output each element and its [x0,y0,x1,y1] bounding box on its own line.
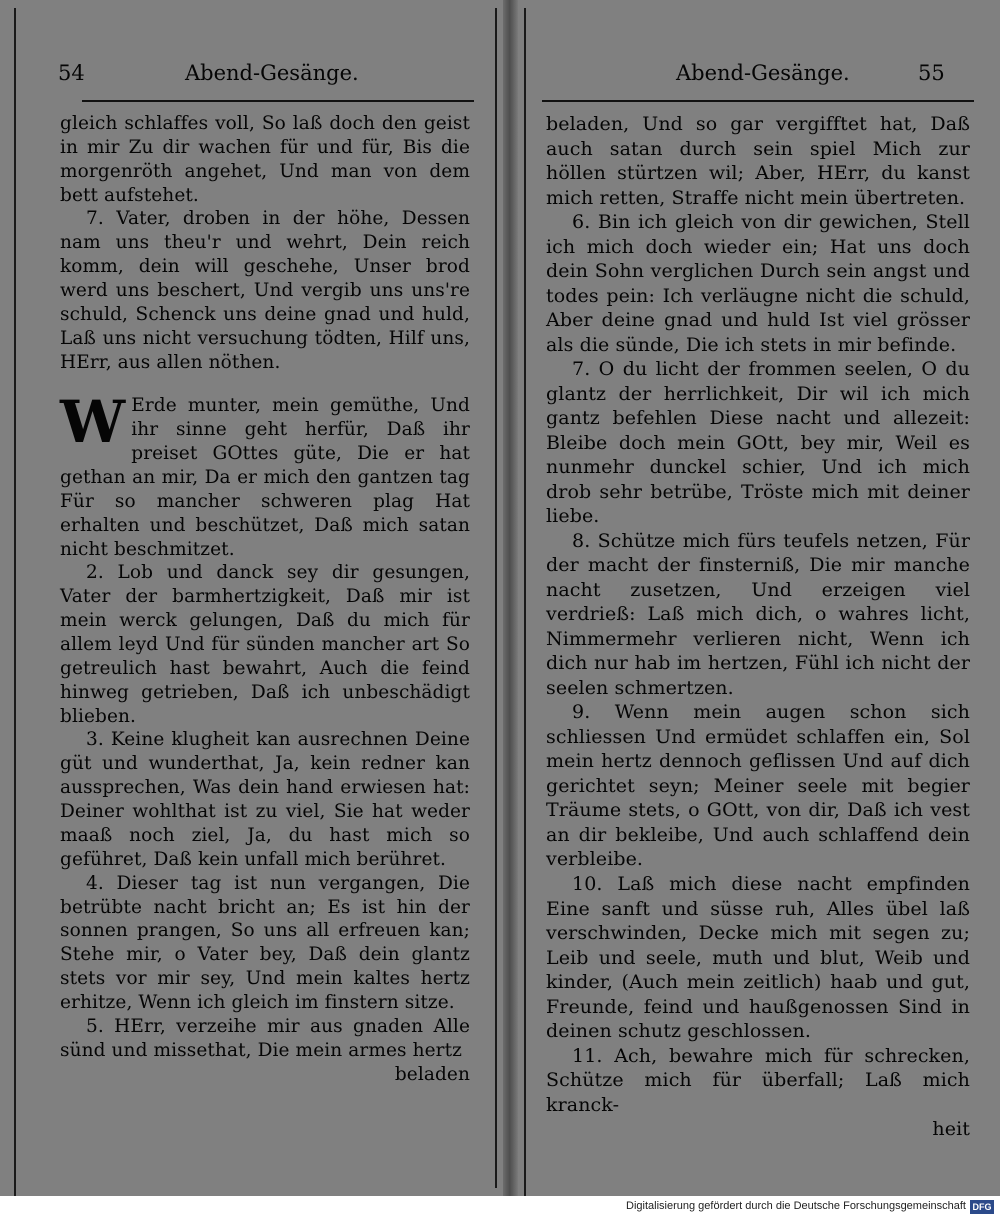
funding-credit: Digitalisierung gefördert durch die Deutsche Forschungsgemeinschaft [626,1200,966,1212]
stanza-text: 9. Wenn mein augen schon sich schliessen Und ermüdet schlaffen ein, Sol mein hertz dennoch geflissen Und auf dich gerichtet seyn; Meiner seele mit begier Träume stets, o GOtt, von dir, Daß ich vest an dir bekleibe, Und auch schlaffend dein verbleibe. [546,701,970,871]
stanza-text: beladen, Und so gar vergifftet hat, Daß auch satan durch sein spiel Mich zur höllen stürtzen wil; Aber, HErr, du kanst mich retten, Straffe nicht mein übertreten. [546,113,970,209]
footer-bar [0,1196,1000,1220]
page-edge-line [14,8,16,1196]
stanza-text: Erde munter, mein gemüthe, Und ihr sinne geht herfür, Daß ihr preiset GOttes güte, Die er hat gethan an mir, Da er mich den gantzen tag Für so mancher schweren plag Hat erhalten und beschützet, Daß mich satan nicht beschmitzet. [60,395,470,560]
stanza-text: gleich schlaffes voll, So laß doch den geist in mir Zu dir wachen für und für, Bis die morgenröth angehet, Und man von dem bett aufstehet. [60,113,470,206]
stanza-text: 11. Ach, bewahre mich für schrecken, Schütze mich für überfall; Laß mich kranck- [546,1044,970,1116]
running-head: Abend-Gesänge. [676,61,850,85]
stanza-text: 6. Bin ich gleich von dir gewichen, Stell ich mich doch wieder ein; Hat uns doch dein Sohn verglichen Durch sein angst und todes pein: Ich verläugne nicht die schuld, Aber deine gnad und huld Ist viel grösser als die sünde, Die ich stets in mir befinde. [546,211,970,356]
drop-cap: W [60,388,126,457]
running-head: Abend-Gesänge. [185,61,359,85]
page-number: 55 [918,61,945,85]
dfg-logo: DFG [970,1200,994,1214]
stanza-text: 10. Laß mich diese nacht empfinden Eine sanft und süsse ruh, Alles übel laß verschwinden, Decke mich mit segen zu; Leib und seele, muth und blut, Weib und kinder, (Auch mein zeitlich) haab und gut, Freunde, feind und haußgenossen Sind in deinen schutz geschlossen. [546,872,970,1043]
catchword: beladen [394,1063,470,1085]
header-rule [542,100,974,102]
stanza-text: 3. Keine klugheit kan ausrechnen Deine güt und wunderthat, Ja, kein redner kan aussprechen, Was dein hand erwiesen hat: Deiner wohlthat ist zu viel, Sie hat weder maaß noch ziel, Ja, du hast mich so geführet, Daß kein unfall mich berühret. [60,729,470,870]
catchword: heit [932,1118,970,1141]
hymn-opening [60,388,470,561]
header-rule [82,100,474,102]
page-edge-line [524,8,526,1196]
stanza-text: 7. Vater, droben in der höhe, Dessen nam uns theu'r und wehrt, Dein reich komm, dein will geschehe, Unser brod werd uns beschert, Und vergib uns uns're schuld, Schenck uns deine gnad und huld, Laß uns nicht versuchung tödten, Hilf uns, HErr, aus allen nöthen. [60,208,470,373]
stanza-text: 2. Lob und danck sey dir gesungen, Vater der barmhertzigkeit, Daß mir ist mein werck gelungen, Daß du mich für allem leyd Und für sünden mancher art So getreulich hast bewahrt, Auch die feind hinweg getrieben, Daß ich unbeschädigt blieben. [60,562,470,727]
right-page [518,0,1000,1196]
left-page [0,0,503,1196]
book-gutter [503,0,518,1196]
page-edge-line [495,8,497,1188]
page-number: 54 [58,61,85,85]
right-text-block [546,112,970,1142]
left-text-block [60,112,470,1086]
stanza-text: 4. Dieser tag ist nun vergangen, Die betrübte nacht bricht an; Es ist hin der sonnen prangen, So uns all erfreuen kan; Stehe mir, o Vater bey, Daß dein glantz stets vor mir sey, Und mein kaltes hertz erhitze, Wenn ich gleich im finstern sitze. [60,872,470,1013]
stanza-text: 5. HErr, verzeihe mir aus gnaden Alle sünd und missethat, Die mein armes hertz [60,1015,470,1061]
stanza-text: 8. Schütze mich fürs teufels netzen, Für der macht der finsterniß, Die mir manche nacht zusetzen, Und erzeigen viel verdrieß: Laß mich dich, o wahres licht, Nimmermehr verlieren nicht, Wenn ich dich nur hab im hertzen, Fühl ich nicht der seelen schmertzen. [546,529,970,699]
stanza-text: 7. O du licht der frommen seelen, O du glantz der herrlichkeit, Dir wil ich mich gantz befehlen Diese nacht und allezeit: Bleibe doch mein GOtt, bey mir, Weil es nunmehr dunckel schier, Und ich mich drob sehr betrübe, Tröste mich mit deiner liebe. [546,358,970,528]
